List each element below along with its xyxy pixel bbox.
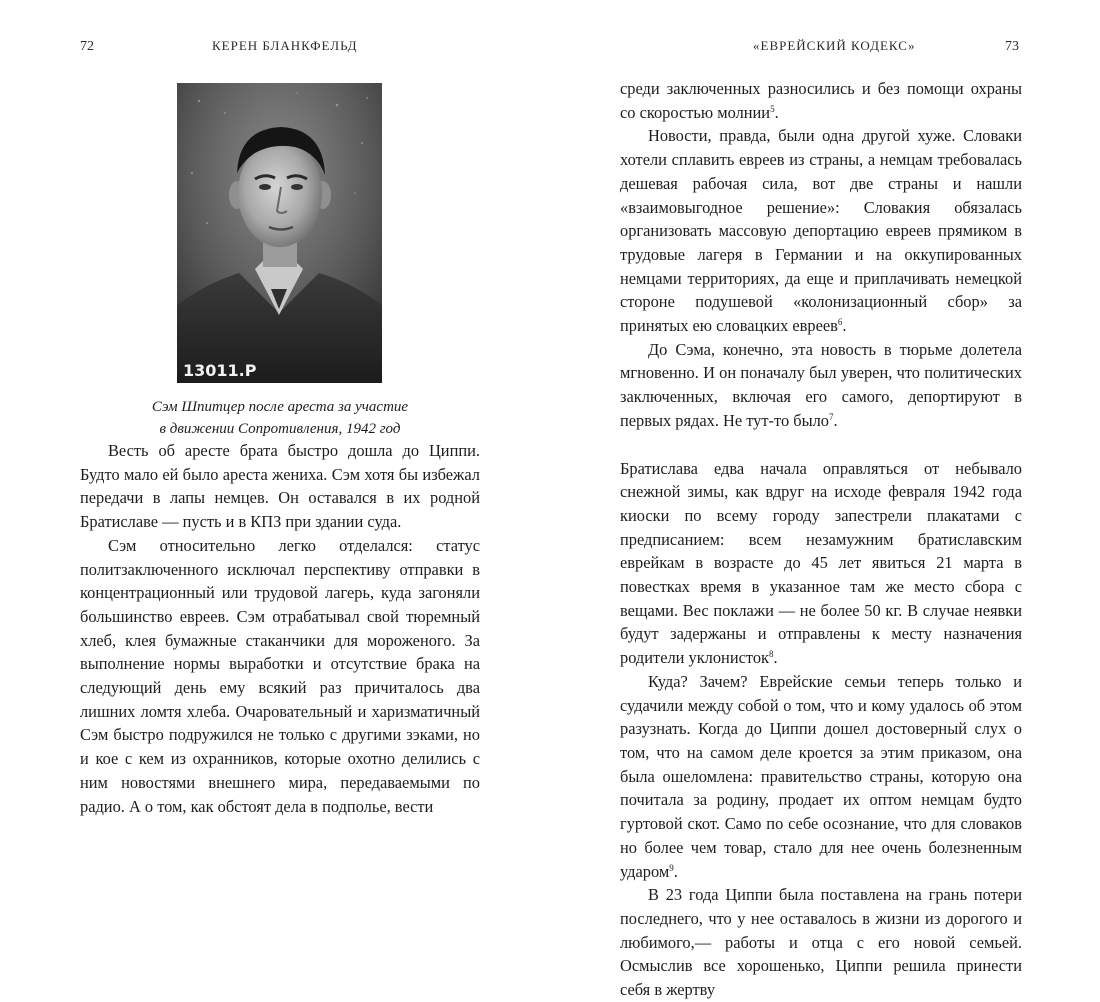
caption-line-1: Сэм Шпитцер после ареста за участие xyxy=(151,399,409,415)
portrait-photo-image xyxy=(177,83,382,383)
left-page-number: 72 xyxy=(80,39,94,54)
right-running-title: «ЕВРЕЙСКИЙ КОДЕКС» xyxy=(753,38,916,53)
right-paragraph-2 xyxy=(620,124,1022,337)
right-paragraph-6 xyxy=(620,883,1022,1002)
paragraph-end: . xyxy=(774,102,779,122)
footnote-ref[interactable]: 6 xyxy=(837,317,843,328)
paragraph-end: . xyxy=(842,316,847,336)
paragraph-text: До Сэма, конечно, эта новость в тюрьме долетела мгновенно. И он поначалу был уверен, что политических заключенных, включая его самого, депортируют в первых рядах. Не тут-то было xyxy=(620,339,1022,430)
paragraph-end: . xyxy=(833,410,838,430)
paragraph-text: Куда? Зачем? Еврейские семьи теперь только и судачили между собой о том, что и кому удалось об этом разузнать. Когда до Циппи дошел достоверный слух о том, что на самом деле кроется за этим приказом, она была ошеломлена: правительство страны, которую она почитала за родину, продает их оптом немцам будто гуртовой скот. Само по себе осознание, что для словаков но более чем товар, стало для нее очень болезненным ударом xyxy=(620,671,1022,881)
photo-caption xyxy=(80,396,480,440)
left-paragraph-2: Сэм относительно легко отделался: статус политзаключенного исключал перспективу отправки в концентрационный или трудовой лагерь, куда загоняли большинство евреев. Сэм отрабатывал свой тюремный хлеб, клея бумажные стаканчики для мороженого. За выполнение нормы выработки и отсутствие брака на следующий день ему всякий раз причиталось два лишних ломтя хлеба. Очаровательный и харизматичный Сэм быстро подружился не только с другими зэками, но и кое с кем из охранников, которые охотно делились с ним новостями внешнего мира, передаваемыми по радио. А о том, как обстоят дела в подполье, вести xyxy=(80,535,480,816)
right-paragraph-4 xyxy=(620,457,1022,670)
paragraph-end: . xyxy=(673,861,678,881)
footnote-ref[interactable]: 8 xyxy=(768,649,774,660)
photo-stamp-number: 13011.P xyxy=(183,361,257,380)
paragraph-end: . xyxy=(773,648,778,668)
left-paragraph-1: Весть об аресте брата быстро дошла до Циппи. Будто мало ей было ареста жениха. Сэм хотя бы избежал передачи в лапы немцев. Он оставался в их родной Братиславе — пусть и в КПЗ при здании суда. xyxy=(80,441,480,532)
footnote-ref[interactable]: 7 xyxy=(828,411,834,422)
right-paragraph-5 xyxy=(620,670,1022,883)
right-page-header xyxy=(1005,38,1019,55)
caption-line-2: в движении Сопротивления, 1942 год xyxy=(159,421,401,437)
right-body-text xyxy=(620,77,1022,1002)
left-running-title: КЕРЕН БЛАНКФЕЛЬД xyxy=(212,38,358,53)
paragraph-text: Новости, правда, были одна другой хуже. Словаки хотели сплавить евреев из страны, а немцам требовалась дешевая рабочая сила, вот две страны и нашли «взаимовыгодное решение»: Словакия обязалась организовать массовую депортацию евреев прямиком в трудовые лагеря в Германии и на оккупированных немцами территориях, да еще и приплачивать немецкой стороне подушевой «колонизационный сбор» за принятых ею словацких евреев xyxy=(620,126,1022,336)
section-break xyxy=(620,433,1022,457)
footnote-ref[interactable]: 5 xyxy=(770,103,775,114)
footnote-ref[interactable]: 9 xyxy=(669,862,674,873)
left-page xyxy=(0,0,550,825)
portrait-photo xyxy=(177,83,382,383)
right-page-number: 73 xyxy=(1005,39,1019,54)
left-page-header xyxy=(80,38,94,55)
paragraph-text: В 23 года Циппи была поставлена на грань потери последнего, что у нее оставалось в жизни из дорогого и любимого,— работы и отца с его новой семьей. Осмыслив все хорошенько, Циппи решила принести себя в жертву xyxy=(620,885,1022,1000)
right-paragraph-3 xyxy=(620,338,1022,433)
left-body-text xyxy=(80,439,480,818)
paragraph-text: Братислава едва начала оправляться от небывало снежной зимы, как вдруг на исходе февраля 1942 года киоски по всему городу запестрели плакатами с предписанием: всем незамужним братиславским еврейкам в возрасте до 45 лет явиться 21 марта в повестках время в указанное там же место сбора с вещами. Вес поклажи — не более 50 кг. В случае неявки будут задержаны и отправлены к месту назначения родители уклонисток xyxy=(620,458,1022,668)
right-paragraph-1 xyxy=(620,77,1022,124)
paragraph-text: среди заключенных разносились и без помощи охраны со скоростью молнии xyxy=(620,79,1022,122)
